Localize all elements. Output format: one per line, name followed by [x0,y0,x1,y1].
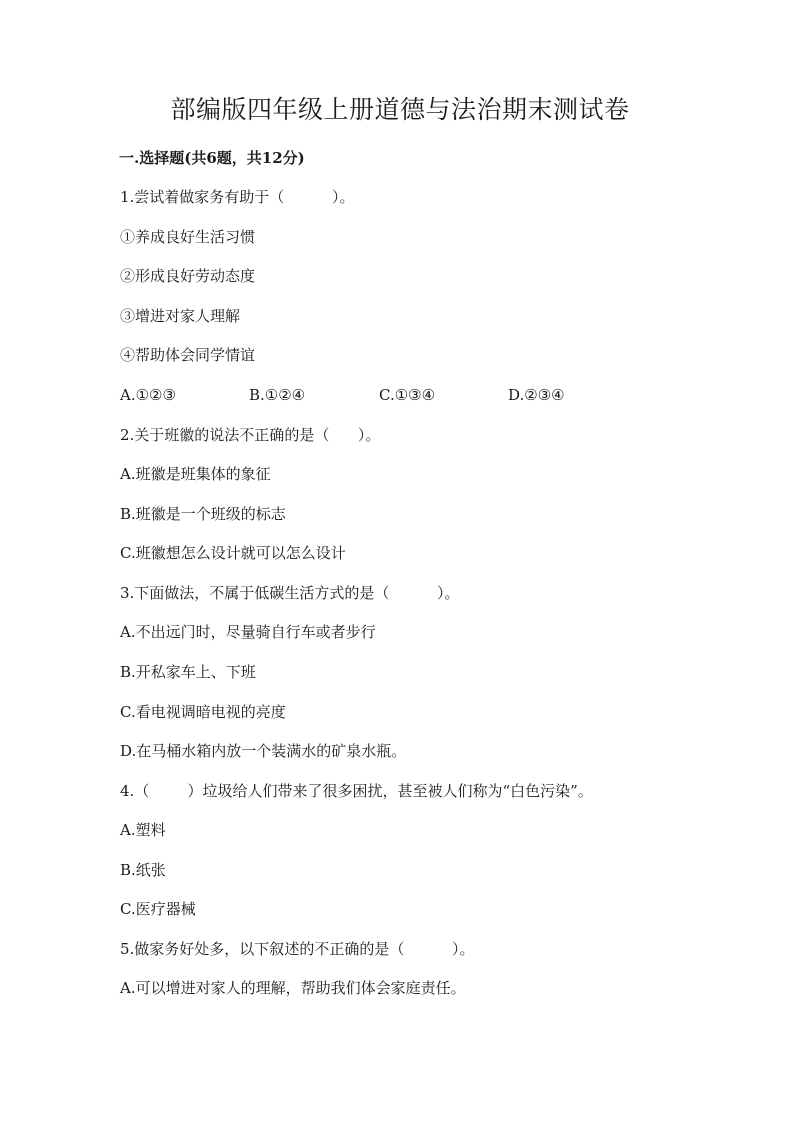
question-5-stem: 5.做家务好处多，以下叙述的不正确的是（ ）。 [120,940,475,958]
question-3-stem: 3.下面做法，不属于低碳生活方式的是（ ）。 [120,584,460,602]
question-1-option-d: D.②③④ [508,386,565,404]
question-4-option-a: A.塑料 [120,821,166,839]
question-2-stem: 2.关于班徽的说法不正确的是（ ）。 [120,426,381,444]
question-3-option-c: C.看电视调暗电视的亮度 [120,703,286,721]
question-1-statement-4: ④帮助体会同学情谊 [120,346,256,364]
question-1-statement-2: ②形成良好劳动态度 [120,267,256,285]
question-4-stem: 4.（ ）垃圾给人们带来了很多困扰，甚至被人们称为“白色污染”。 [120,782,593,800]
question-3-option-a: A.不出远门时，尽量骑自行车或者步行 [120,623,376,641]
question-1-statement-3: ③增进对家人理解 [120,307,241,325]
question-1-stem: 1.尝试着做家务有助于（ ）。 [120,188,355,206]
question-1-option-c: C.①③④ [379,386,436,404]
question-2-option-a: A.班徽是班集体的象征 [120,465,271,483]
question-3-option-d: D.在马桶水箱内放一个装满水的矿泉水瓶。 [120,742,407,760]
page-title: 部编版四年级上册道德与法治期末测试卷 [170,95,630,124]
section-heading: 一.选择题(共6题，共12分) [119,149,305,167]
question-1-option-b: B.①②④ [249,386,306,404]
question-2-option-b: B.班徽是一个班级的标志 [120,505,286,523]
question-5-option-a: A.可以增进对家人的理解，帮助我们体会家庭责任。 [120,979,466,997]
question-1-option-a: A.①②③ [120,386,176,404]
question-1-statement-1: ①养成良好生活习惯 [120,228,256,246]
question-4-option-c: C.医疗器械 [120,900,196,918]
question-3-option-b: B.开私家车上、下班 [120,663,256,681]
question-2-option-c: C.班徽想怎么设计就可以怎么设计 [120,544,346,562]
question-4-option-b: B.纸张 [120,861,166,879]
